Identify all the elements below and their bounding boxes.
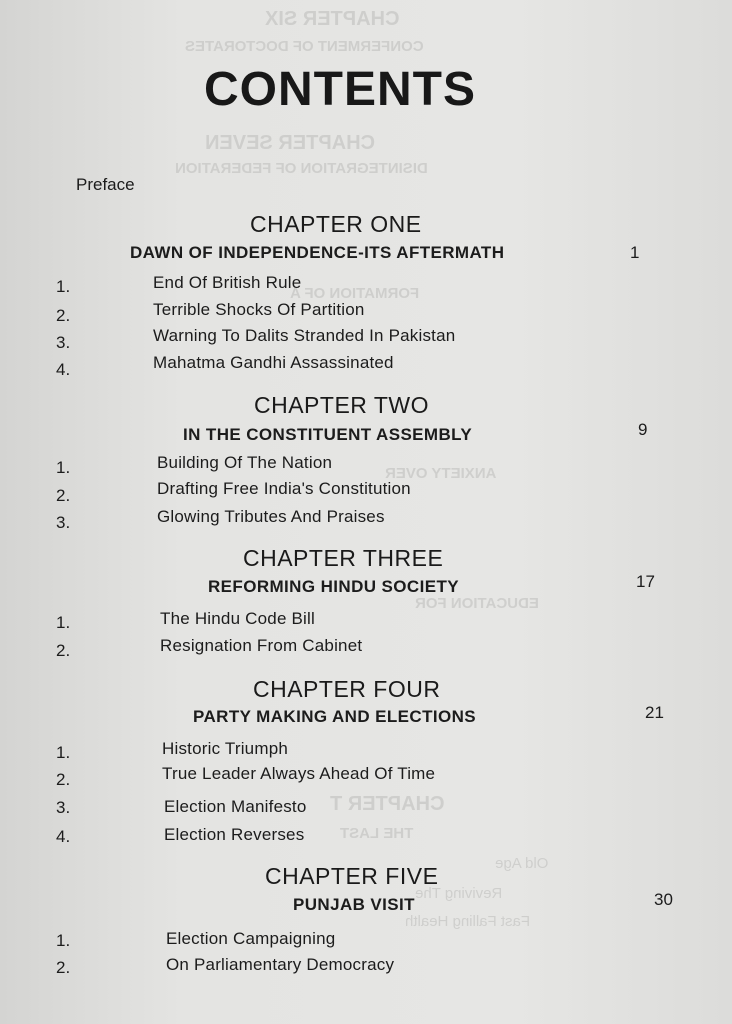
item-number: 4.	[56, 827, 71, 846]
item-number: 1.	[56, 458, 71, 477]
chapter-heading: CHAPTER FIVE	[265, 863, 439, 889]
toc-item: End Of British Rule	[153, 273, 302, 292]
preface-entry: Preface	[76, 175, 135, 194]
toc-item: Mahatma Gandhi Assassinated	[153, 353, 394, 372]
chapter-subtitle: DAWN OF INDEPENDENCE-ITS AFTERMATH	[130, 243, 505, 262]
toc-item: Drafting Free India's Constitution	[157, 479, 411, 498]
toc-item: On Parliamentary Democracy	[166, 955, 395, 974]
item-number: 3.	[56, 333, 71, 352]
chapter-subtitle: PUNJAB VISIT	[293, 895, 415, 914]
toc-item: Election Reverses	[164, 825, 305, 844]
item-number: 4.	[56, 360, 71, 379]
bleed-text: Old Age	[495, 855, 549, 872]
toc-item: Building Of The Nation	[157, 453, 333, 472]
toc-item: The Hindu Code Bill	[160, 609, 315, 628]
page-number: 1	[630, 243, 640, 262]
toc-item: Terrible Shocks Of Partition	[153, 300, 365, 319]
toc-item: Glowing Tributes And Praises	[157, 507, 385, 526]
item-number: 2.	[56, 958, 71, 977]
item-number: 1.	[56, 613, 71, 632]
bleed-text: CHAPTER T	[330, 793, 445, 815]
bleed-text: CHAPTER SIX	[265, 8, 400, 30]
page-number: 17	[636, 572, 655, 591]
page-number: 21	[645, 703, 664, 722]
toc-item: Election Campaigning	[166, 929, 336, 948]
bleed-text: Reviving The	[415, 885, 503, 902]
page-number: 30	[654, 890, 673, 909]
bleed-text: Fast Falling Health	[405, 913, 531, 930]
bleed-text: THE LAST	[340, 825, 414, 842]
item-number: 2.	[56, 641, 71, 660]
bleed-text: DISINTEGRATION OF FEDERATION	[175, 160, 428, 177]
toc-item: True Leader Always Ahead Of Time	[162, 764, 436, 783]
item-number: 2.	[56, 486, 71, 505]
bleed-text: EDUCATION FOR	[415, 595, 539, 612]
chapter-heading: CHAPTER FOUR	[253, 676, 441, 702]
chapter-heading: CHAPTER ONE	[250, 211, 422, 237]
item-number: 1.	[56, 931, 71, 950]
bleed-text: ANXIETY OVER	[385, 465, 497, 482]
item-number: 3.	[56, 798, 71, 817]
chapter-heading: CHAPTER TWO	[254, 392, 430, 418]
item-number: 3.	[56, 513, 71, 532]
chapter-subtitle: REFORMING HINDU SOCIETY	[208, 577, 459, 596]
bleed-text: CONFERMENT OF DOCTORATES	[185, 38, 424, 55]
item-number: 1.	[56, 277, 71, 296]
page-number: 9	[638, 420, 648, 439]
item-number: 1.	[56, 743, 71, 762]
toc-item: Historic Triumph	[162, 739, 289, 758]
toc-item: Election Manifesto	[164, 797, 307, 816]
chapter-heading: CHAPTER THREE	[243, 545, 444, 571]
toc-item: Resignation From Cabinet	[160, 636, 363, 655]
chapter-subtitle: IN THE CONSTITUENT ASSEMBLY	[183, 425, 473, 444]
toc-item: Warning To Dalits Stranded In Pakistan	[153, 326, 456, 345]
bleed-text: CHAPTER SEVEN	[205, 132, 376, 154]
bleed-text: FORMATION OF A	[290, 285, 420, 302]
chapter-subtitle: PARTY MAKING AND ELECTIONS	[193, 707, 477, 726]
item-number: 2.	[56, 770, 71, 789]
item-number: 2.	[56, 306, 71, 325]
page-title: CONTENTS	[204, 63, 476, 116]
